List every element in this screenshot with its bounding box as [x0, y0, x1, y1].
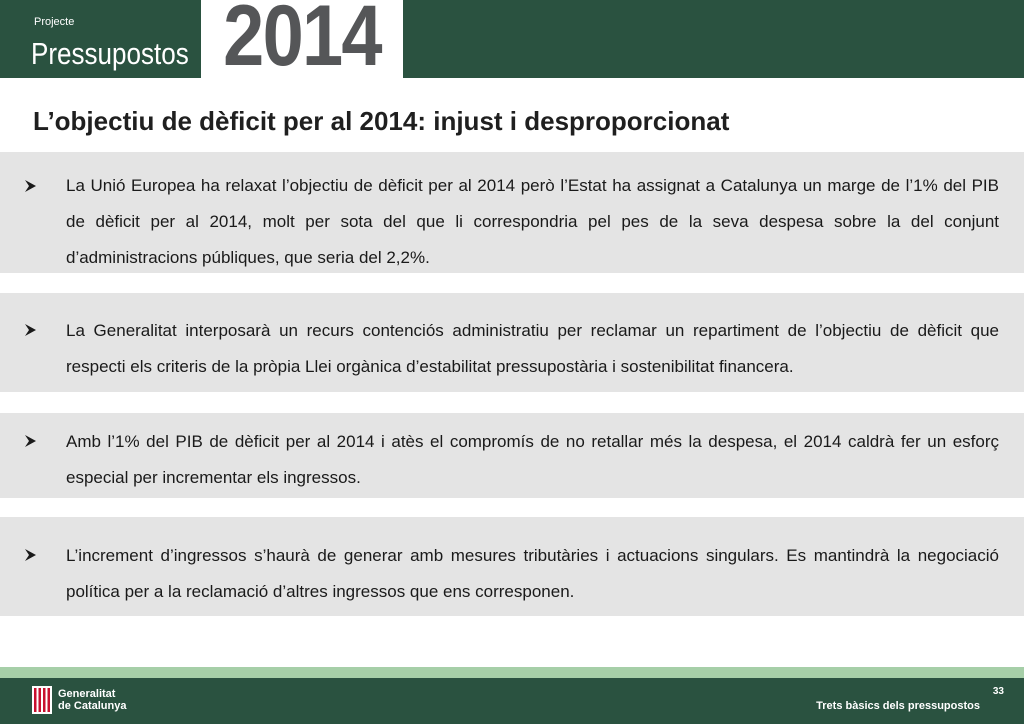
header-label: Projecte [34, 16, 75, 28]
bullet-block-2 [0, 293, 1024, 392]
page-number: 33 [992, 686, 1004, 697]
arrowhead-bullet-icon [22, 547, 38, 563]
bullet-text-3: Amb l’1% del PIB de dèficit per al 2014 i atès el compromís de no retallar més la despesa, el 2014 caldrà fer un esforç especial per incrementar els ingressos. [66, 432, 999, 487]
bullet-block-4 [0, 517, 1024, 616]
arrowhead-bullet-icon [22, 433, 38, 449]
arrowhead-bullet-icon [22, 178, 38, 194]
bullet-block-1 [0, 152, 1024, 273]
generalitat-logo-text: Generalitat de Catalunya [58, 688, 127, 712]
header-bar [0, 0, 1024, 84]
footer-bar [0, 678, 1024, 724]
bullet-text-1: La Unió Europea ha relaxat l’objectiu de dèficit per al 2014 però l’Estat ha assignat a Catalunya un marge de l’1% del PIB de dèficit per al 2014, molt per sota del que li correspondria pel pes de la seva despesa sobre la del conjunt d’administracions públiques, que seria del 2,2%. [66, 176, 999, 267]
footer-band [0, 667, 1024, 678]
arrowhead-bullet-icon [22, 322, 38, 338]
footer-section-title: Trets bàsics dels pressupostos [816, 700, 980, 712]
bullet-text-4: L’increment d’ingressos s’haurà de generar amb mesures tributàries i actuacions singulars. Es mantindrà la negociació política per a la reclamació d’altres ingressos que ens corresponen. [66, 546, 999, 601]
header-year: 2014 [223, 0, 381, 84]
generalitat-logo-icon [32, 686, 52, 714]
header-title: Pressupostos [31, 36, 189, 71]
bullet-block-3 [0, 413, 1024, 498]
slide-title: L’objectiu de dèficit per al 2014: injust i desproporcionat [33, 106, 730, 136]
bullet-text-2: La Generalitat interposarà un recurs contenciós administratiu per reclamar un repartiment de l’objectiu de dèficit que respecti els criteris de la pròpia Llei orgànica d’estabilitat pressupostària i sostenibilitat financera. [66, 321, 999, 376]
year-box [201, 0, 403, 84]
